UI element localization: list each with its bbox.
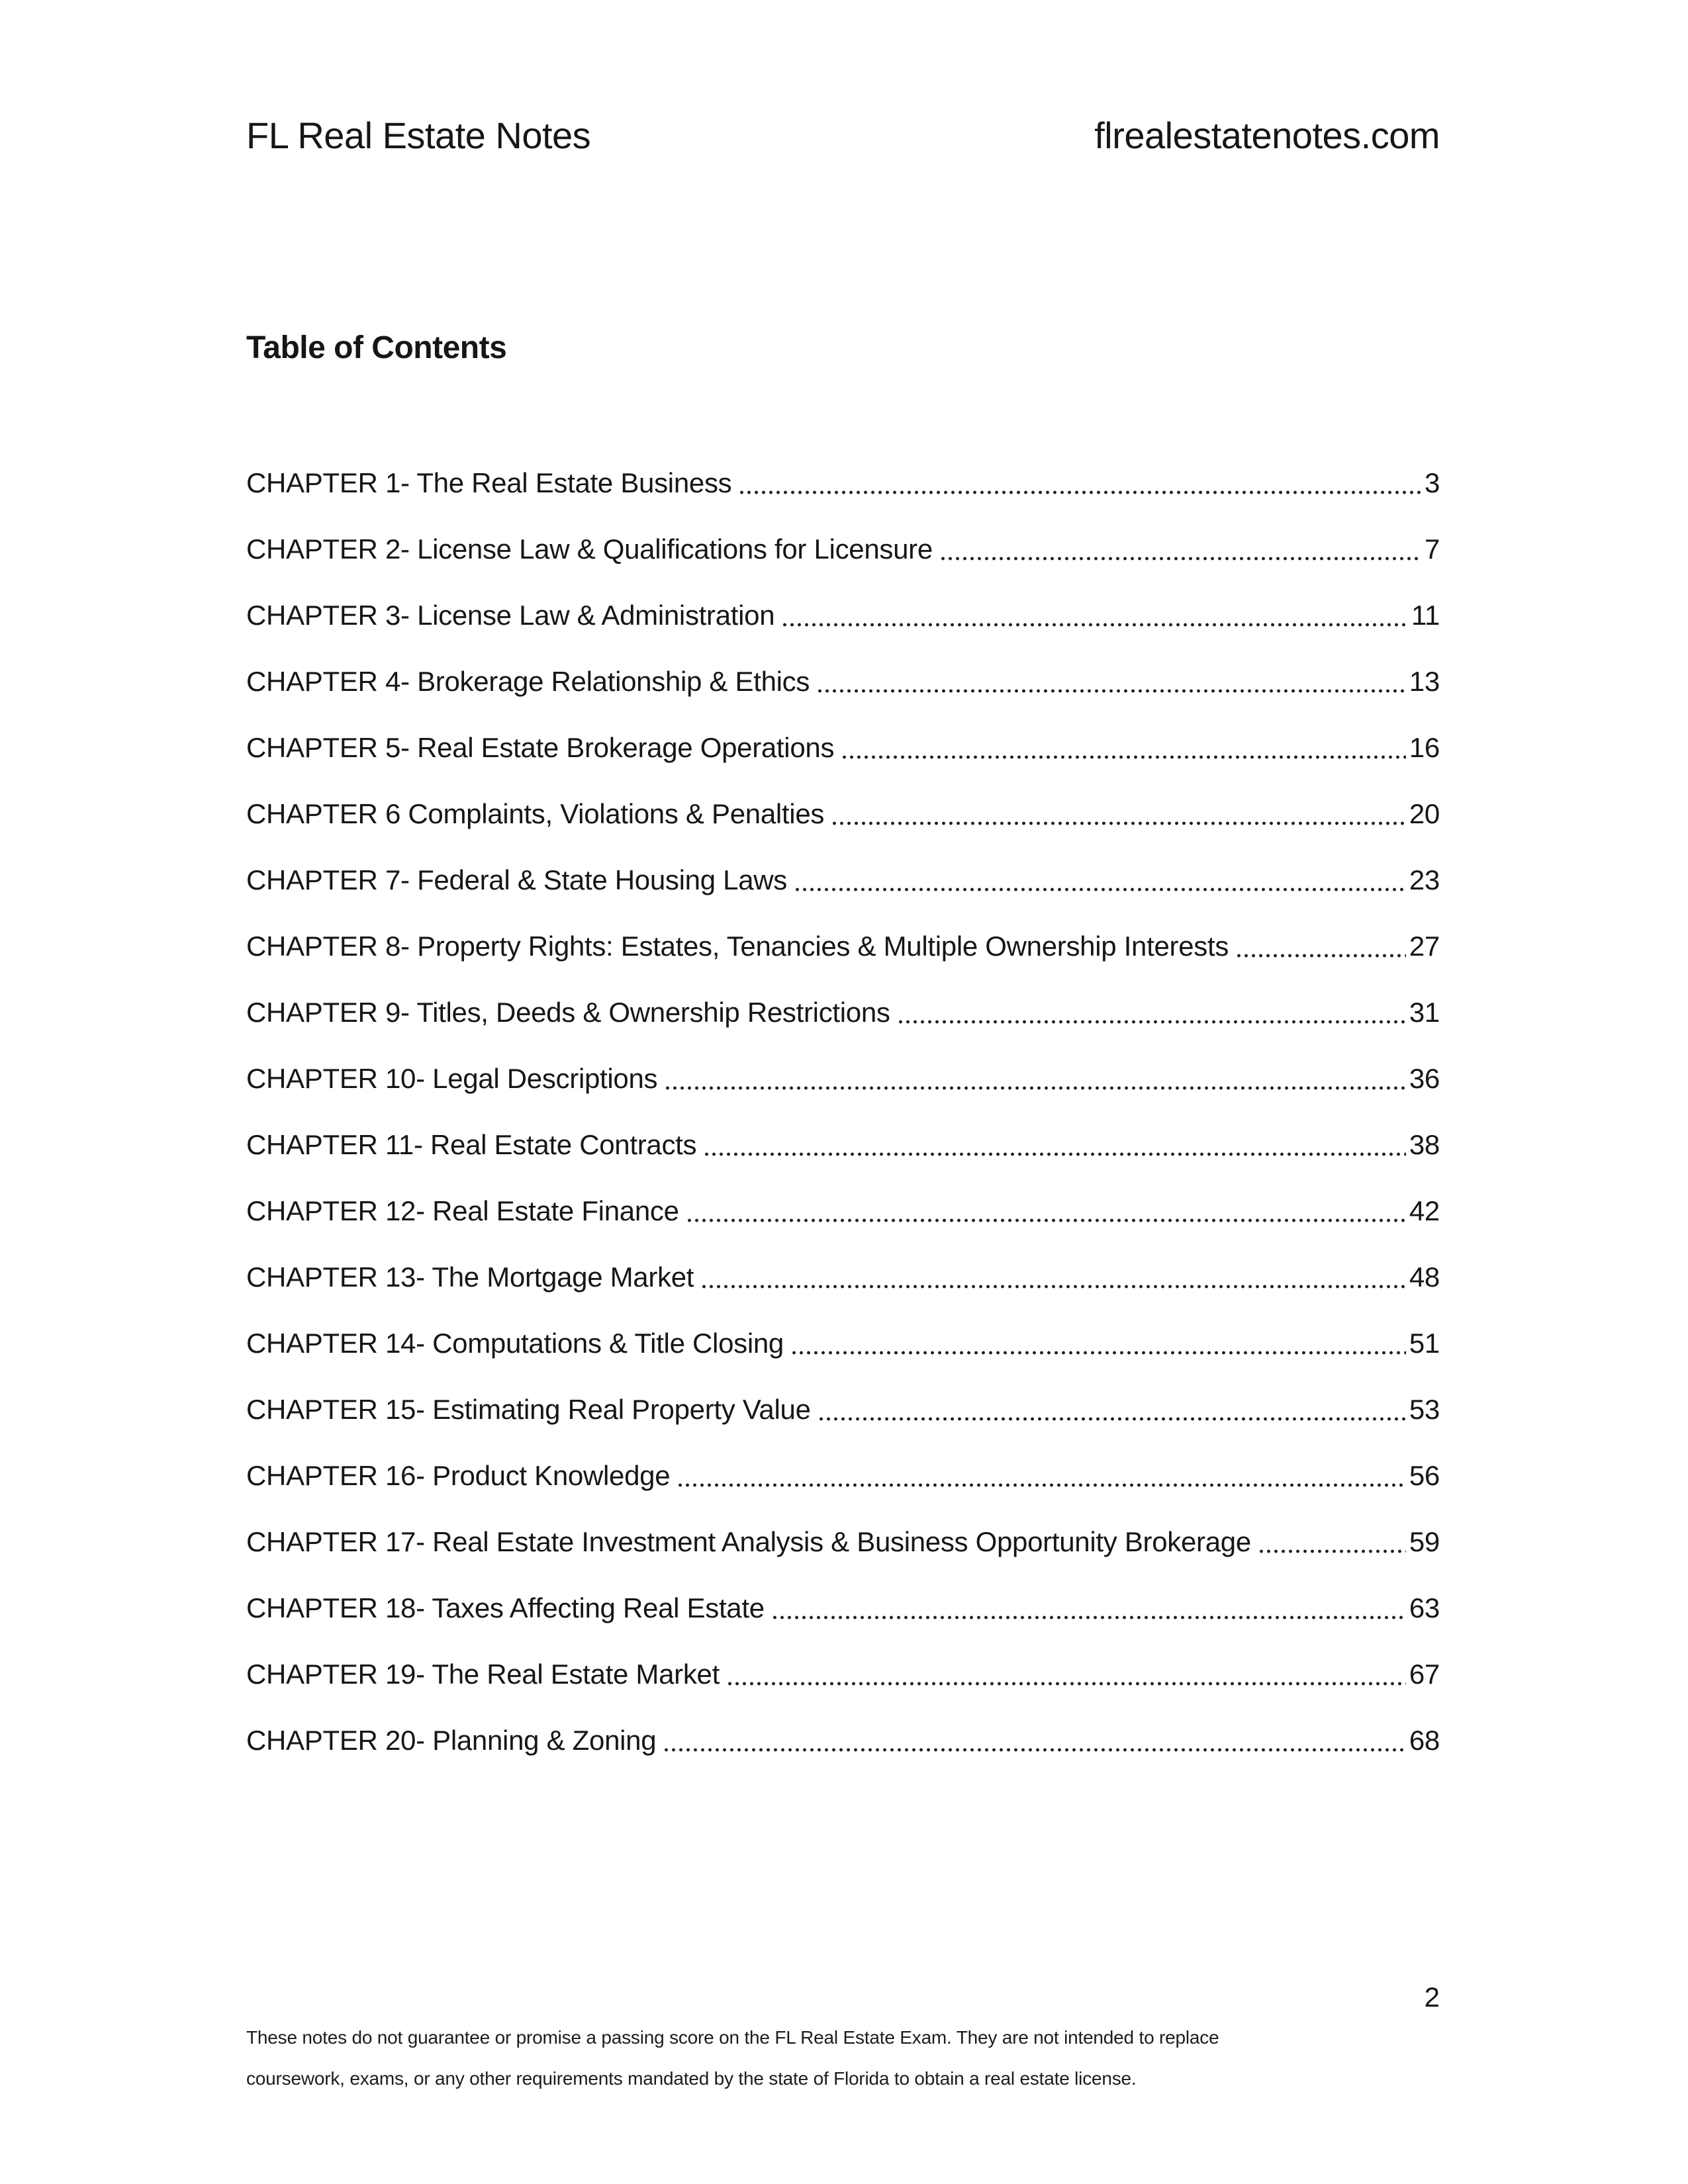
toc-entry — [246, 1509, 1440, 1575]
toc-leader-dots — [1235, 953, 1406, 958]
toc-entry-label: CHAPTER 20- Planning & Zoning — [246, 1725, 657, 1756]
toc-entry-page: 38 — [1409, 1129, 1440, 1160]
toc-entry-label: CHAPTER 9- Titles, Deeds & Ownership Restrictions — [246, 997, 890, 1028]
toc-leader-dots — [794, 887, 1406, 892]
website-url: flrealestatenotes.com — [1094, 114, 1440, 156]
toc-entry — [246, 1112, 1440, 1178]
toc-entry-label: CHAPTER 16- Product Knowledge — [246, 1460, 671, 1491]
toc-entry — [246, 979, 1440, 1046]
toc-leader-dots — [897, 1019, 1406, 1024]
toc-entry-label: CHAPTER 6 Complaints, Violations & Penalties — [246, 798, 825, 829]
toc-list — [246, 450, 1440, 1774]
toc-leader-dots — [816, 688, 1406, 694]
toc-entry — [246, 1641, 1440, 1707]
toc-entry — [246, 1178, 1440, 1244]
toc-entry-page: 63 — [1409, 1592, 1440, 1623]
toc-entry — [246, 913, 1440, 979]
footer-disclaimer — [246, 2017, 1440, 2099]
toc-entry-page: 48 — [1409, 1261, 1440, 1293]
toc-entry-page: 31 — [1409, 997, 1440, 1028]
toc-entry-page: 36 — [1409, 1063, 1440, 1094]
toc-leader-dots — [818, 1416, 1406, 1422]
footer-disclaimer-line: coursework, exams, or any other requirements mandated by the state of Florida to obtain a real estate license. — [246, 2068, 1137, 2089]
toc-leader-dots — [841, 754, 1406, 760]
footer-disclaimer-line: These notes do not guarantee or promise a passing score on the FL Real Estate Exam. They are not intended to replace — [246, 2027, 1219, 2048]
toc-entry-page: 27 — [1409, 931, 1440, 962]
toc-entry — [246, 450, 1440, 516]
toc-entry-label: CHAPTER 17- Real Estate Investment Analysis & Business Opportunity Brokerage — [246, 1526, 1251, 1557]
toc-entry-page: 68 — [1409, 1725, 1440, 1756]
toc-entry — [246, 516, 1440, 582]
toc-entry — [246, 582, 1440, 649]
toc-entry-label: CHAPTER 11- Real Estate Contracts — [246, 1129, 697, 1160]
toc-entry-page: 23 — [1409, 864, 1440, 895]
toc-entry-page: 11 — [1411, 600, 1440, 631]
toc-entry-page: 13 — [1409, 666, 1440, 697]
toc-leader-dots — [771, 1615, 1406, 1620]
toc-entry-label: CHAPTER 12- Real Estate Finance — [246, 1195, 679, 1226]
toc-leader-dots — [726, 1681, 1406, 1686]
toc-entry — [246, 781, 1440, 847]
toc-entry-label: CHAPTER 13- The Mortgage Market — [246, 1261, 694, 1293]
document-header — [246, 114, 1440, 157]
toc-entry — [246, 1244, 1440, 1310]
toc-leader-dots — [700, 1284, 1406, 1289]
toc-leader-dots — [831, 821, 1406, 826]
toc-entry-page: 53 — [1409, 1394, 1440, 1425]
toc-leader-dots — [686, 1218, 1406, 1223]
toc-leader-dots — [677, 1482, 1406, 1488]
toc-entry-page: 56 — [1409, 1460, 1440, 1491]
toc-entry-label: CHAPTER 8- Property Rights: Estates, Tenancies & Multiple Ownership Interests — [246, 931, 1229, 962]
toc-leader-dots — [939, 556, 1421, 561]
toc-entry-page: 42 — [1409, 1195, 1440, 1226]
toc-entry-page: 59 — [1409, 1526, 1440, 1557]
toc-entry-label: CHAPTER 3- License Law & Administration — [246, 600, 775, 631]
toc-leader-dots — [738, 490, 1421, 495]
toc-entry — [246, 1046, 1440, 1112]
toc-entry — [246, 1443, 1440, 1509]
toc-entry — [246, 847, 1440, 913]
toc-entry-page: 3 — [1424, 467, 1440, 498]
toc-entry — [246, 649, 1440, 715]
toc-entry-page: 67 — [1409, 1659, 1440, 1690]
document-title: FL Real Estate Notes — [246, 114, 591, 156]
toc-entry-label: CHAPTER 7- Federal & State Housing Laws — [246, 864, 787, 895]
page-number: 2 — [1424, 1981, 1440, 2013]
toc-entry-label: CHAPTER 2- License Law & Qualifications for Licensure — [246, 533, 933, 565]
toc-leader-dots — [663, 1747, 1406, 1752]
toc-entry-page: 51 — [1409, 1328, 1440, 1359]
toc-leader-dots — [1258, 1549, 1406, 1554]
toc-entry — [246, 1575, 1440, 1641]
toc-entry-label: CHAPTER 14- Computations & Title Closing — [246, 1328, 784, 1359]
toc-entry-page: 16 — [1409, 732, 1440, 763]
toc-leader-dots — [790, 1350, 1406, 1355]
toc-entry — [246, 1377, 1440, 1443]
toc-entry — [246, 715, 1440, 781]
toc-leader-dots — [781, 622, 1408, 627]
toc-leader-dots — [703, 1152, 1406, 1157]
toc-entry-label: CHAPTER 19- The Real Estate Market — [246, 1659, 720, 1690]
toc-entry-label: CHAPTER 4- Brokerage Relationship & Ethics — [246, 666, 810, 697]
toc-entry-label: CHAPTER 18- Taxes Affecting Real Estate — [246, 1592, 765, 1623]
toc-entry-label: CHAPTER 1- The Real Estate Business — [246, 467, 732, 498]
toc-entry-label: CHAPTER 15- Estimating Real Property Value — [246, 1394, 811, 1425]
toc-leader-dots — [664, 1085, 1406, 1091]
toc-entry-page: 20 — [1409, 798, 1440, 829]
toc-entry-label: CHAPTER 5- Real Estate Brokerage Operations — [246, 732, 835, 763]
toc-entry — [246, 1310, 1440, 1377]
toc-heading: Table of Contents — [246, 330, 507, 365]
toc-entry-page: 7 — [1424, 533, 1440, 565]
toc-entry-label: CHAPTER 10- Legal Descriptions — [246, 1063, 658, 1094]
toc-entry — [246, 1707, 1440, 1774]
